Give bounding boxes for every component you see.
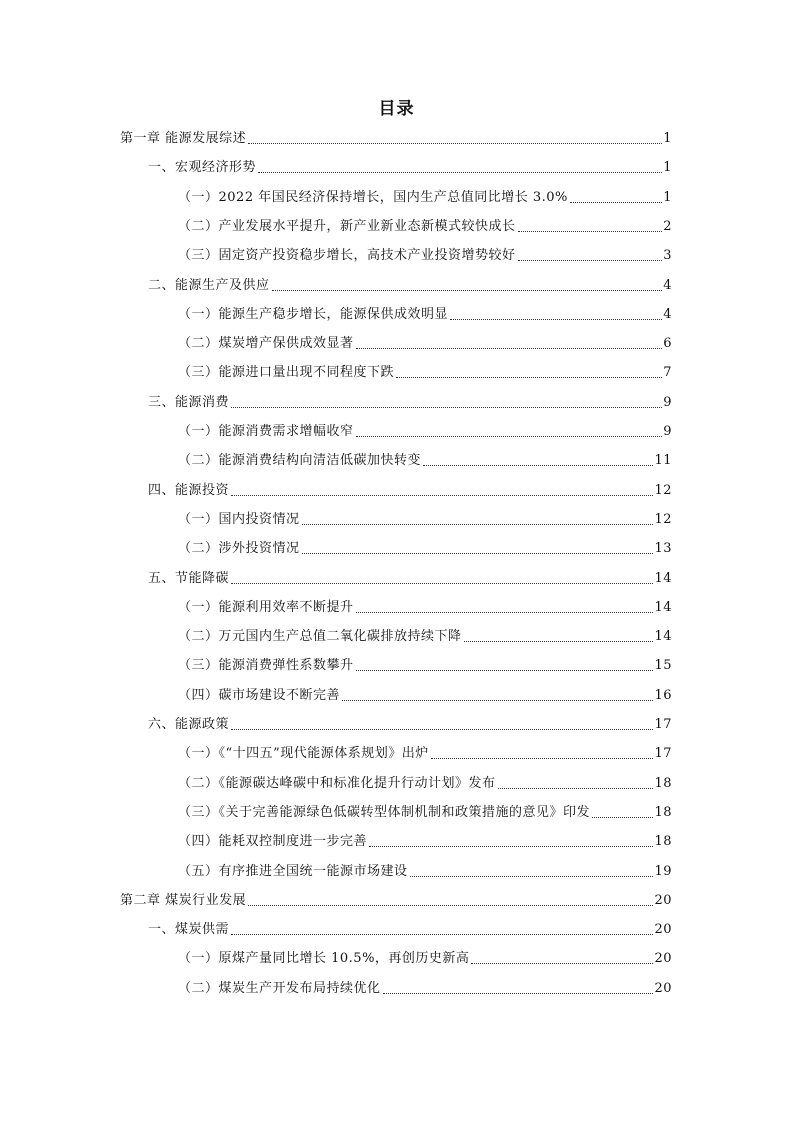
toc-entry-label: （一）能源消费需求增幅收窄: [178, 424, 354, 439]
toc-entry-label: （一）国内投资情况: [178, 511, 300, 527]
toc-entry-label: （四）碳市场建设不断完善: [178, 687, 341, 703]
toc-entry-label: （一）原煤产量同比增长 10.5%，再创历史新高: [178, 951, 470, 967]
toc-entry-page-number: 1: [663, 131, 672, 146]
toc-entry-label: （五）有序推进全国统一能源市场建设: [178, 863, 408, 879]
toc-entry-level-2[interactable]: [148, 154, 672, 176]
toc-entry-page-number: 20: [654, 922, 672, 938]
toc-entry-page-number: 20: [654, 980, 672, 996]
toc-entry-page-number: 16: [654, 687, 672, 703]
toc-entry-level-3[interactable]: [178, 652, 672, 674]
toc-entry-page-number: 14: [654, 570, 672, 586]
toc-entry-label: 六、能源政策: [148, 717, 230, 732]
toc-entry-page-number: 14: [654, 629, 672, 645]
toc-entry-level-3[interactable]: [178, 623, 672, 645]
dot-leader: [248, 143, 662, 144]
toc-entry-level-3[interactable]: [178, 682, 672, 704]
toc-entry-label: （二）涉外投资情况: [178, 541, 300, 557]
toc-entry-label: （二）《能源碳达峰碳中和标准化提升行动计划》发布: [178, 775, 496, 791]
toc-entry-level-1[interactable]: [120, 125, 672, 147]
toc-entry-label: （三）《关于完善能源绿色低碳转型体制机制和政策措施的意见》印发: [178, 804, 591, 820]
toc-entry-page-number: 18: [654, 804, 672, 820]
toc-entry-level-3[interactable]: [178, 975, 672, 997]
toc-entry-level-2[interactable]: [148, 916, 672, 938]
dot-leader: [369, 846, 653, 847]
toc-entry-level-2[interactable]: [148, 711, 672, 733]
dot-leader: [471, 963, 653, 964]
toc-entry-level-3[interactable]: [178, 418, 672, 440]
toc-entry-page-number: 13: [654, 541, 672, 557]
toc-entry-level-3[interactable]: [178, 330, 672, 352]
toc-entry-page-number: 18: [654, 775, 672, 791]
toc-entry-level-1[interactable]: [120, 887, 672, 909]
toc-entry-label: 第二章 煤炭行业发展: [120, 892, 247, 908]
toc-entry-label: 二、能源生产及供应: [148, 277, 270, 293]
dot-leader: [518, 260, 663, 261]
toc-entry-page-number: 17: [654, 717, 672, 732]
dot-leader: [592, 817, 653, 818]
dot-leader: [231, 934, 653, 935]
toc-entry-page-number: 15: [654, 658, 672, 674]
toc-entry-level-2[interactable]: [148, 565, 672, 587]
toc-entry-page-number: 7: [663, 365, 672, 381]
toc-entry-level-3[interactable]: [178, 242, 672, 264]
dot-leader: [396, 377, 662, 378]
toc-entry-level-3[interactable]: [178, 770, 672, 792]
dot-leader: [423, 465, 653, 466]
dot-leader: [450, 319, 662, 320]
toc-entry-level-3[interactable]: [178, 447, 672, 469]
toc-entry-page-number: 19: [654, 863, 672, 879]
dot-leader: [431, 758, 654, 759]
toc-entry-label: （一）能源利用效率不断提升: [178, 599, 354, 615]
dot-leader: [342, 700, 653, 701]
toc-entry-label: （二）产业发展水平提升，新产业新业态新模式较快成长: [178, 218, 516, 234]
toc-entry-label: （二）煤炭生产开发布局持续优化: [178, 980, 381, 996]
page-title: 目录: [378, 99, 415, 119]
dot-leader: [498, 788, 654, 789]
toc-entry-label: （三）能源消费弹性系数攀升: [178, 658, 354, 674]
toc-entry-level-3[interactable]: [178, 799, 672, 821]
toc-entry-page-number: 18: [654, 834, 672, 850]
toc-entry-page-number: 20: [654, 892, 672, 908]
toc-entry-level-3[interactable]: [178, 858, 672, 880]
toc-entry-level-2[interactable]: [148, 477, 672, 499]
toc-entry-page-number: 1: [663, 189, 672, 205]
dot-leader: [356, 670, 654, 671]
toc-entry-label: （二）能源消费结构向清洁低碳加快转变: [178, 453, 422, 469]
toc-entry-page-number: 17: [654, 746, 672, 762]
toc-entry-page-number: 1: [663, 160, 672, 176]
dot-leader: [302, 553, 654, 554]
toc-entry-label: （一）2022 年国民经济保持增长，国内生产总值同比增长 3.0%: [178, 189, 568, 205]
dot-leader: [464, 641, 654, 642]
toc-entry-label: （四）能耗双控制度进一步完善: [178, 834, 368, 850]
toc-entry-page-number: 12: [654, 511, 672, 527]
toc-entry-level-3[interactable]: [178, 506, 672, 528]
toc-entry-label: （一）能源生产稳步增长，能源保供成效明显: [178, 306, 449, 322]
dot-leader: [518, 231, 663, 232]
toc-entry-label: （二）万元国内生产总值二氧化碳排放持续下降: [178, 629, 462, 645]
toc-entry-level-2[interactable]: [148, 272, 672, 294]
toc-entry-page-number: 11: [654, 453, 672, 469]
toc-entry-level-3[interactable]: [178, 359, 672, 381]
dot-leader: [302, 524, 654, 525]
toc-entry-level-3[interactable]: [178, 594, 672, 616]
toc-entry-label: 三、能源消费: [148, 394, 230, 410]
dot-leader: [356, 348, 663, 349]
toc-entry-level-3[interactable]: [178, 184, 672, 206]
toc-entry-label: （三）固定资产投资稳步增长，高技术产业投资增势较好: [178, 248, 516, 264]
toc-entry-label: （三）能源进口量出现不同程度下跌: [178, 365, 395, 381]
dot-leader: [272, 290, 663, 291]
toc-entry-page-number: 2: [663, 218, 672, 234]
toc-entry-level-3[interactable]: [178, 301, 672, 323]
toc-entry-level-3[interactable]: [178, 828, 672, 850]
toc-entry-label: 一、煤炭供需: [148, 922, 230, 938]
dot-leader: [356, 436, 663, 437]
dot-leader: [248, 905, 653, 906]
dot-leader: [570, 202, 662, 203]
toc-entry-level-3[interactable]: [178, 945, 672, 967]
toc-entry-label: （二）煤炭增产保供成效显著: [178, 336, 354, 352]
toc-entry-page-number: 9: [663, 424, 672, 439]
dot-leader: [410, 876, 654, 877]
dot-leader: [383, 993, 654, 994]
toc-entry-level-3[interactable]: [178, 213, 672, 235]
toc-entry-label: 第一章 能源发展综述: [120, 131, 247, 146]
toc-entry-page-number: 12: [654, 482, 672, 498]
dot-leader: [231, 495, 653, 496]
toc-entry-label: 五、节能降碳: [148, 570, 230, 586]
toc-entry-page-number: 20: [654, 951, 672, 967]
dot-leader: [356, 612, 654, 613]
dot-leader: [231, 583, 653, 584]
toc-entry-page-number: 4: [663, 306, 672, 322]
toc-entry-page-number: 3: [663, 248, 672, 264]
toc-entry-level-2[interactable]: [148, 389, 672, 411]
toc-entry-level-3[interactable]: [178, 535, 672, 557]
toc-entry-label: 一、宏观经济形势: [148, 160, 257, 176]
dot-leader: [258, 172, 662, 173]
toc-entry-label: （一）《“十四五”现代能源体系规划》出炉: [178, 746, 429, 762]
toc-entry-page-number: 6: [663, 336, 672, 352]
toc-entry-label: 四、能源投资: [148, 482, 230, 498]
toc-entry-level-3[interactable]: [178, 740, 672, 762]
dot-leader: [231, 407, 662, 408]
toc-entry-page-number: 4: [663, 277, 672, 293]
dot-leader: [231, 729, 653, 730]
toc-entry-page-number: 14: [654, 599, 672, 615]
toc-entry-page-number: 9: [663, 394, 672, 410]
